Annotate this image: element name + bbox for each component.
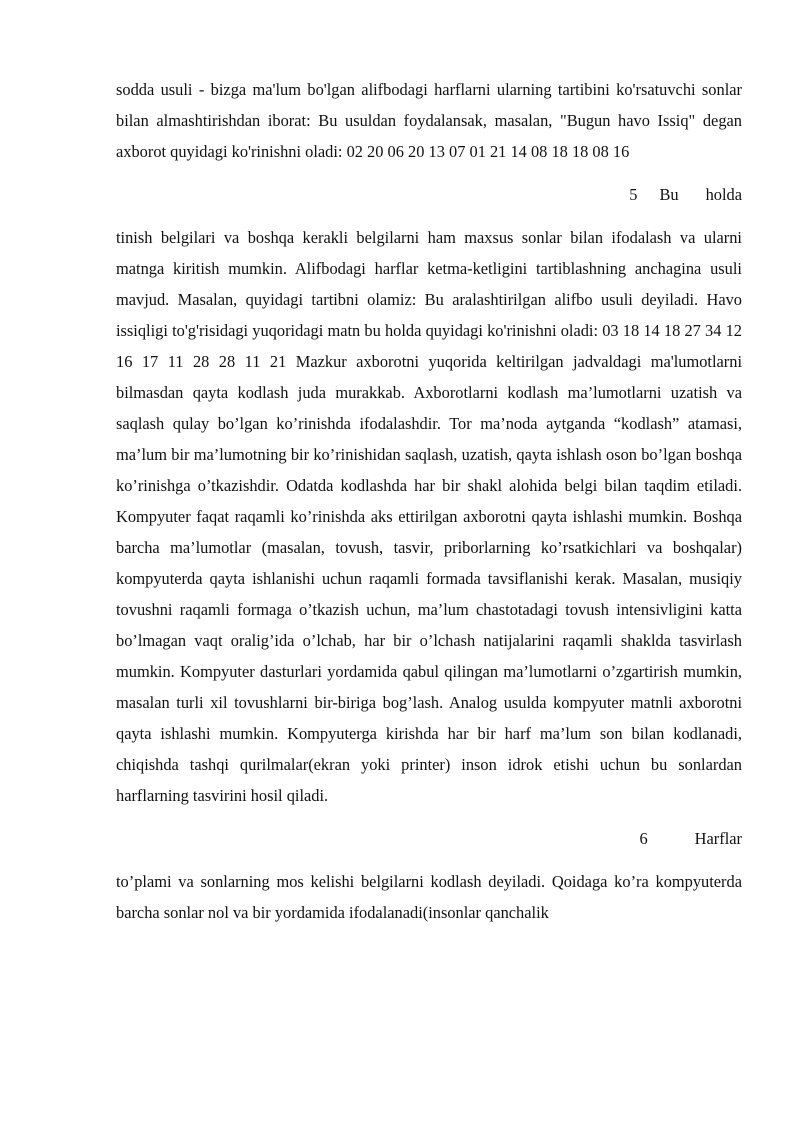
section-number: 5: [629, 185, 638, 204]
section-marker-5: [116, 179, 742, 210]
section-number: 6: [639, 829, 648, 848]
marker-word: Harflar: [694, 829, 742, 848]
document-page: [116, 74, 742, 928]
paragraph-3: to’plami va sonlarning mos kelishi belgilarni kodlash deyiladi. Qoidaga ko’ra kompyuterda barcha sonlar nol va bir yordamida ifodalanadi(insonlar qanchalik: [116, 872, 742, 922]
section-marker-6: [116, 823, 742, 854]
marker-word: Bu: [659, 185, 679, 204]
paragraph-2: tinish belgilari va boshqa kerakli belgilarni ham maxsus sonlar bilan ifodalash va ularni matnga kiritish mumkin. Alifbodagi harflar ketma-ketligini tartiblashning anchagina usuli mavjud. Masalan, quyidagi tartibni olamiz: Bu aralashtirilgan alifbo usuli deyiladi. Havo issiqligi to'g'risidagi yuqoridagi matn bu holda quyidagi ko'rinishni oladi: 03 18 14 18 27 34 12 16 17 11 28 28 11 21 Mazkur axborotni yuqorida keltirilgan jadvaldagi ma'lumotlarni bilmasdan qayta kodlash juda murakkab. Axborotlarni kodlash ma’lumotlarni uzatish va saqlash qulay bo’lgan ko’rinishda ifodalashdir. Tor ma’noda aytganda “kodlash” atamasi, ma’lum bir ma’lumotning bir ko’rinishidan saqlash, uzatish, qayta ishlash oson bo’lgan boshqa ko’rinishga o’tkazishdir. Odatda kodlashda har bir shakl alohida belgi bilan taqdim etiladi. Kompyuter faqat raqamli ko’rinishda aks ettirilgan axborotni qayta ishlashi mumkin. Boshqa barcha ma’lumotlar (masalan, tovush, tasvir, priborlarning ko’rsatkichlari va boshqalar) kompyuterda qayta ishlanishi uchun raqamli formada tavsiflanishi kerak. Masalan, musiqiy tovushni raqamli formaga o’tkazish uchun, ma’lum chastotadagi tovush intensivligini katta bo’lmagan vaqt oralig’ida o’lchab, har bir o’lchash natijalarini raqamli shaklda tasvirlash mumkin. Kompyuter dasturlari yordamida qabul qilingan ma’lumotlarni o’zgartirish mumkin, masalan turli xil tovushlarni bir-biriga bog’lash. Analog usulda kompyuter matnli axborotni qayta ishlashi mumkin. Kompyuterga kirishda har bir harf ma’lum son bilan kodlanadi, chiqishda tashqi qurilmalar(ekran yoki printer) inson idrok etishi uchun bu sonlardan harflarning tasvirini hosil qiladi.: [116, 228, 742, 805]
paragraph-1: sodda usuli - bizga ma'lum bo'lgan alifbodagi harflarni ularning tartibini ko'rsatuvchi sonlar bilan almashtirishdan iborat: Bu usuldan foydalansak, masalan, "Bugun havo Issiq" degan axborot quyidagi ko'rinishni oladi: 02 20 06 20 13 07 01 21 14 08 18 18 08 16: [116, 80, 742, 161]
marker-word: holda: [705, 185, 742, 204]
